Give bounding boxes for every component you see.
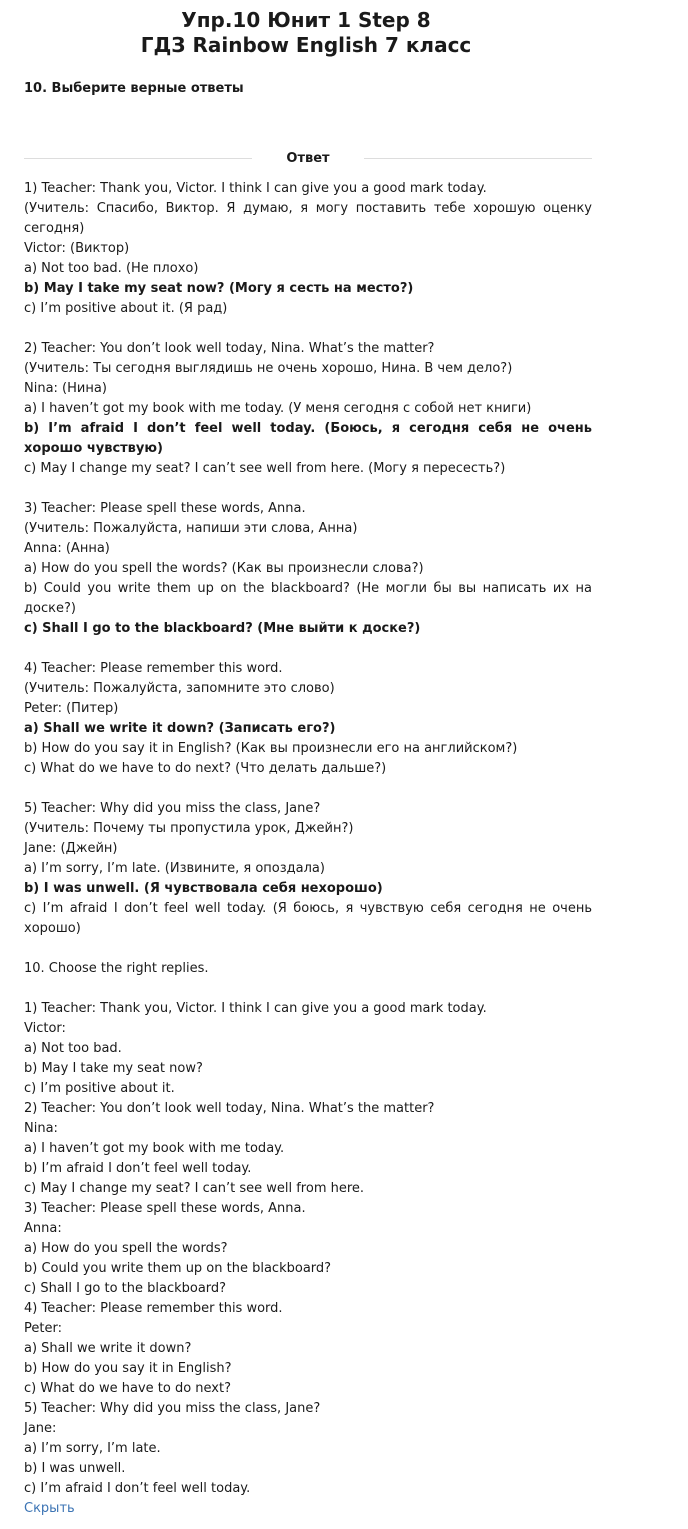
answer-line: 2) Teacher: You don’t look well today, Nina. What’s the matter? [24, 1101, 435, 1116]
answer-line: (Учитель: Спасибо, Виктор. Я думаю, я могу поставить тебе хорошую оценку сегодня) [24, 201, 592, 236]
blank-line [24, 639, 592, 659]
answer-line: Nina: [24, 1121, 58, 1136]
page-title-line-1: Упр.10 Юнит 1 Step 8 [181, 8, 431, 32]
answer-line: 1) Teacher: Thank you, Victor. I think I can give you a good mark today. [24, 181, 487, 196]
answer-line: 5) Teacher: Why did you miss the class, Jane? [24, 1401, 321, 1416]
divider-left [24, 158, 252, 159]
answer-line: a) Not too bad. [24, 1041, 122, 1056]
answer-line: c) I’m afraid I don’t feel well today. [24, 1481, 251, 1496]
answer-heading-label: Ответ [286, 151, 330, 166]
answer-line-correct: b) May I take my seat now? (Могу я сесть на место?) [24, 281, 414, 296]
answer-line: (Учитель: Пожалуйста, напиши эти слова, Анна) [24, 521, 358, 536]
answer-line: a) Shall we write it down? [24, 1341, 192, 1356]
answer-line: 5) Teacher: Why did you miss the class, Jane? [24, 801, 321, 816]
answer-line: a) Not too bad. (Не плохо) [24, 261, 199, 276]
answer-line: c) Shall I go to the blackboard? [24, 1281, 227, 1296]
answer-line: Anna: (Анна) [24, 541, 110, 556]
answer-line: Anna: [24, 1221, 62, 1236]
answer-line: 4) Teacher: Please remember this word. [24, 1301, 283, 1316]
answer-line: b) I was unwell. [24, 1461, 126, 1476]
answer-line: b) Could you write them up on the blackboard? (Не могли бы вы написать их на доске?) [24, 581, 592, 616]
answer-line: b) Could you write them up on the blackboard? [24, 1261, 332, 1276]
answer-line: c) I’m afraid I don’t feel well today. (Я боюсь, я чувствую себя сегодня не очень хорошо) [24, 901, 592, 936]
answer-line: Peter: [24, 1321, 62, 1336]
task-text: 10. Выберите верные ответы [24, 81, 244, 96]
answer-line: (Учитель: Пожалуйста, запомните это слово) [24, 681, 335, 696]
answer-line: Peter: (Питер) [24, 701, 119, 716]
answer-line-correct: c) Shall I go to the blackboard? (Мне выйти к доске?) [24, 621, 421, 636]
answer-line: 2) Teacher: You don’t look well today, Nina. What’s the matter? [24, 341, 435, 356]
answer-line: c) I’m positive about it. (Я рад) [24, 301, 228, 316]
answer-line: Nina: (Нина) [24, 381, 107, 396]
answer-line: b) I’m afraid I don’t feel well today. [24, 1161, 252, 1176]
answer-line: a) How do you spell the words? (Как вы произнесли слова?) [24, 561, 424, 576]
answer-content [24, 179, 592, 1519]
answer-line: Victor: [24, 1021, 66, 1036]
answer-line-correct: b) I was unwell. (Я чувствовала себя нехорошо) [24, 881, 383, 896]
page-title [0, 8, 612, 58]
answer-line-correct: b) I’m afraid I don’t feel well today. (Боюсь, я сегодня себя не очень хорошо чувствую) [24, 421, 592, 456]
answer-line: a) How do you spell the words? [24, 1241, 228, 1256]
answer-line: c) What do we have to do next? [24, 1381, 231, 1396]
answer-line: (Учитель: Почему ты пропустила урок, Джейн?) [24, 821, 354, 836]
answer-line: b) How do you say it in English? (Как вы произнесли его на английском?) [24, 741, 518, 756]
answer-line: c) May I change my seat? I can’t see well from here. [24, 1181, 365, 1196]
answer-line-correct: a) Shall we write it down? (Записать его?) [24, 721, 336, 736]
answer-line: 10. Choose the right replies. [24, 961, 209, 976]
answer-line: 4) Teacher: Please remember this word. [24, 661, 283, 676]
divider-right [364, 158, 592, 159]
hide-link[interactable]: Скрыть [24, 1501, 75, 1516]
answer-line: Jane: (Джейн) [24, 841, 118, 856]
answer-line: 3) Teacher: Please spell these words, Anna. [24, 501, 306, 516]
blank-line [24, 319, 592, 339]
answer-line: b) May I take my seat now? [24, 1061, 203, 1076]
answer-line: 1) Teacher: Thank you, Victor. I think I can give you a good mark today. [24, 1001, 487, 1016]
answer-line: c) I’m positive about it. [24, 1081, 175, 1096]
answer-line: a) I’m sorry, I’m late. [24, 1441, 161, 1456]
answer-line: 3) Teacher: Please spell these words, Anna. [24, 1201, 306, 1216]
answer-heading [24, 149, 592, 169]
page-title-line-2: ГДЗ Rainbow English 7 класс [140, 33, 472, 57]
answer-line: a) I haven’t got my book with me today. [24, 1141, 285, 1156]
blank-line [24, 939, 592, 959]
blank-line [24, 779, 592, 799]
answer-line: c) What do we have to do next? (Что делать дальше?) [24, 761, 387, 776]
answer-line: Victor: (Виктор) [24, 241, 130, 256]
answer-line: c) May I change my seat? I can’t see well from here. (Могу я пересесть?) [24, 461, 506, 476]
answer-line: a) I’m sorry, I’m late. (Извините, я опоздала) [24, 861, 325, 876]
answer-line: a) I haven’t got my book with me today. (У меня сегодня с собой нет книги) [24, 401, 532, 416]
answer-line: Jane: [24, 1421, 57, 1436]
answer-line: b) How do you say it in English? [24, 1361, 232, 1376]
blank-line [24, 979, 592, 999]
blank-line [24, 479, 592, 499]
answer-line: (Учитель: Ты сегодня выглядишь не очень хорошо, Нина. В чем дело?) [24, 361, 513, 376]
